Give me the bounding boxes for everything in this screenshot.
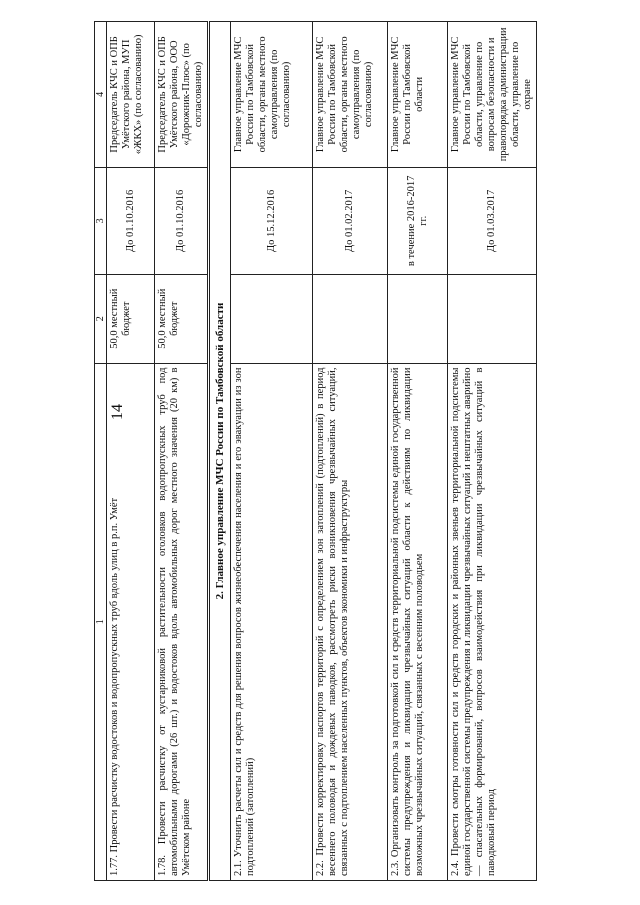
table-row <box>448 22 537 881</box>
task-cell: 2.1. Уточнить расчеты сил и средств для решения вопросов жизнеобеспечения населения и его эвакуации из зон подтоплений (затоплений) <box>231 363 313 880</box>
responsible-cell: Главное управление МЧС России по Тамбовской области, органы местного самоуправления (по согласованию) <box>313 22 388 168</box>
responsible-cell: Главное управление МЧС России по Тамбовской области, управление по вопросам безопасности и правопорядка администрации области, управление по охране <box>448 22 537 168</box>
rotated-table-container <box>94 21 534 881</box>
task-cell: 2.4. Провести смотры готовности сил и средств городских и районных звеньев территориальной подсистемы единой государственной системы предупреждения и ликвидации чрезвычайных ситуаций и нештатных аварийно — спасательных формирований, вопросов взаимодействия при ликвидации чрезвычайных ситуаций в паводковый период <box>448 363 537 880</box>
deadline-cell: До 15.12.2016 <box>231 167 313 274</box>
responsible-cell: Председатель КЧС и ОПБ Умётского района, МУП «ЖКХ» (по согласованию) <box>107 22 155 168</box>
header-cell-2: 2 <box>95 274 107 363</box>
deadline-cell: До 01.03.2017 <box>448 167 537 274</box>
page-number: 14 <box>109 404 126 420</box>
table-row <box>155 22 209 881</box>
responsible-cell: Главное управление МЧС России по Тамбовской области <box>388 22 448 168</box>
section-title: 2. Главное управление МЧС России по Тамбовской области <box>209 22 231 881</box>
funding-cell: 50,0 местный бюджет <box>155 274 209 363</box>
table-row <box>231 22 313 881</box>
header-cell-3: 3 <box>95 167 107 274</box>
task-cell: 1.77. Провести расчистку водостоков и водопропускных труб вдоль улиц в р.п. Умёт <box>107 363 155 880</box>
header-row <box>95 22 107 881</box>
task-cell: 1.78. Провести расчистку от кустарниковой растительности оголовков водопропускных труб под автомобильными дорогами (26 шт.) и водостоков вдоль автомобильных дорог местного значения (20 км) в Умётском районе <box>155 363 209 880</box>
task-cell: 2.3. Организовать контроль за подготовкой сил и средств территориальной подсистемы единой государственной системы предупреждения и ликвидации чрезвычайных ситуаций области к действиям по ликвидации возможных чрезвычайных ситуаций, связанных с весенним половодьем <box>388 363 448 880</box>
header-cell-4: 4 <box>95 22 107 168</box>
funding-cell <box>231 274 313 363</box>
section-row <box>209 22 231 881</box>
task-cell: 2.2. Провести корректировку паспортов территорий с определением зон затоплений (подтоплений) в период весеннего половодья и дождевых паводков, рассмотреть риски возникновения чрезвычайных ситуаций, связанных с подтоплением населенных пунктов, объектов экономики и инфраструктуры <box>313 363 388 880</box>
funding-cell: 50,0 местный бюджет <box>107 274 155 363</box>
funding-cell <box>313 274 388 363</box>
header-cell-1: 1 <box>95 363 107 880</box>
deadline-cell: в течение 2016-2017 гг. <box>388 167 448 274</box>
deadline-cell: До 01.02.2017 <box>313 167 388 274</box>
responsible-cell: Главное управление МЧС России по Тамбовской области, органы местного самоуправления (по согласованию) <box>231 22 313 168</box>
funding-cell <box>388 274 448 363</box>
measures-table <box>94 21 537 881</box>
responsible-cell: Председатель КЧС и ОПБ Умётского района, ООО «Дорожник-Плюс» (по согласованию) <box>155 22 209 168</box>
deadline-cell: До 01.10.2016 <box>155 167 209 274</box>
table-row <box>388 22 448 881</box>
table-row <box>313 22 388 881</box>
deadline-cell: До 01.10.2016 <box>107 167 155 274</box>
funding-cell <box>448 274 537 363</box>
table-row <box>107 22 155 881</box>
